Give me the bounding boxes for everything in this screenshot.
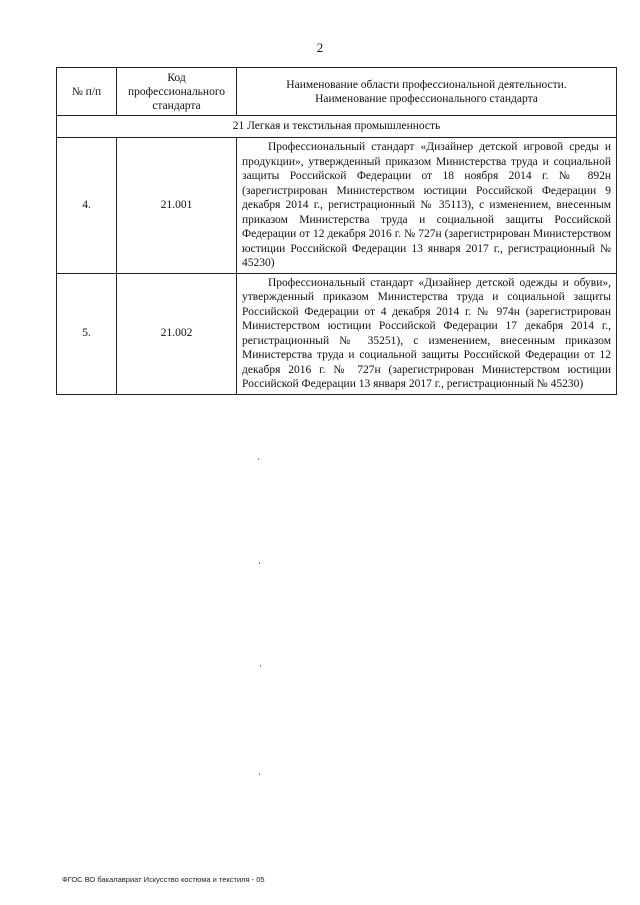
table-header-row [57,68,617,116]
scan-speck [259,562,260,564]
row-number: 5. [57,273,117,394]
standard-name-cell [237,138,617,274]
scan-speck [260,665,261,667]
footer-text: ФГОС ВО бакалавриат Искусство костюма и текстиля - 05 [62,875,265,884]
standard-code: 21.002 [117,273,237,394]
table-row [57,273,617,394]
professional-standards-table [56,67,617,395]
header-code: Код профессионального стандарта [117,68,237,116]
page-number: 2 [316,40,324,55]
scan-speck [259,773,260,775]
standard-name: Профессиональный стандарт «Дизайнер детской одежды и обуви», утвержденный приказом Министерства труда и социальной защиты Российской Федерации от 4 декабря 2014 г. № 974н (зарегистрирован Министерством юстиции Российской Федерации 17 декабря 2014 г., регистрационный № 35251), с изменением, внесенным приказом Министерства труда и социальной защиты Российской Федерации от 12 декабря 2016 г. № 727н (зарегистрирован Министерством юстиции Российской Федерации 13 января 2017 г., регистрационный № 45230) [242,276,611,390]
section-row [57,116,617,138]
header-num: № п/п [57,68,117,116]
standard-name: Профессиональный стандарт «Дизайнер детской игровой среды и продукции», утвержденный приказом Министерства труда и социальной защиты Российской Федерации от 18 ноября 2014 г. № 892н (зарегистрирован Министерством юстиции Российской Федерации 9 декабря 2014 г., регистрационный № 35113), с изменением, внесенным приказом Министерства труда и социальной защиты Российской Федерации от 12 декабря 2016 г. № 727н (зарегистрирован Министерством юстиции Российской Федерации 13 января 2017 г., регистрационный № 45230) [242,141,611,269]
header-name-line1: Наименование области профессиональной деятельности. [286,78,567,91]
row-number: 4. [57,138,117,274]
header-name [237,68,617,116]
table-row [57,138,617,274]
standard-code: 21.001 [117,138,237,274]
standard-name-cell [237,273,617,394]
section-title: 21 Легкая и текстильная промышленность [57,116,617,138]
scan-speck [258,458,259,460]
header-name-line2: Наименование профессионального стандарта [315,92,538,105]
